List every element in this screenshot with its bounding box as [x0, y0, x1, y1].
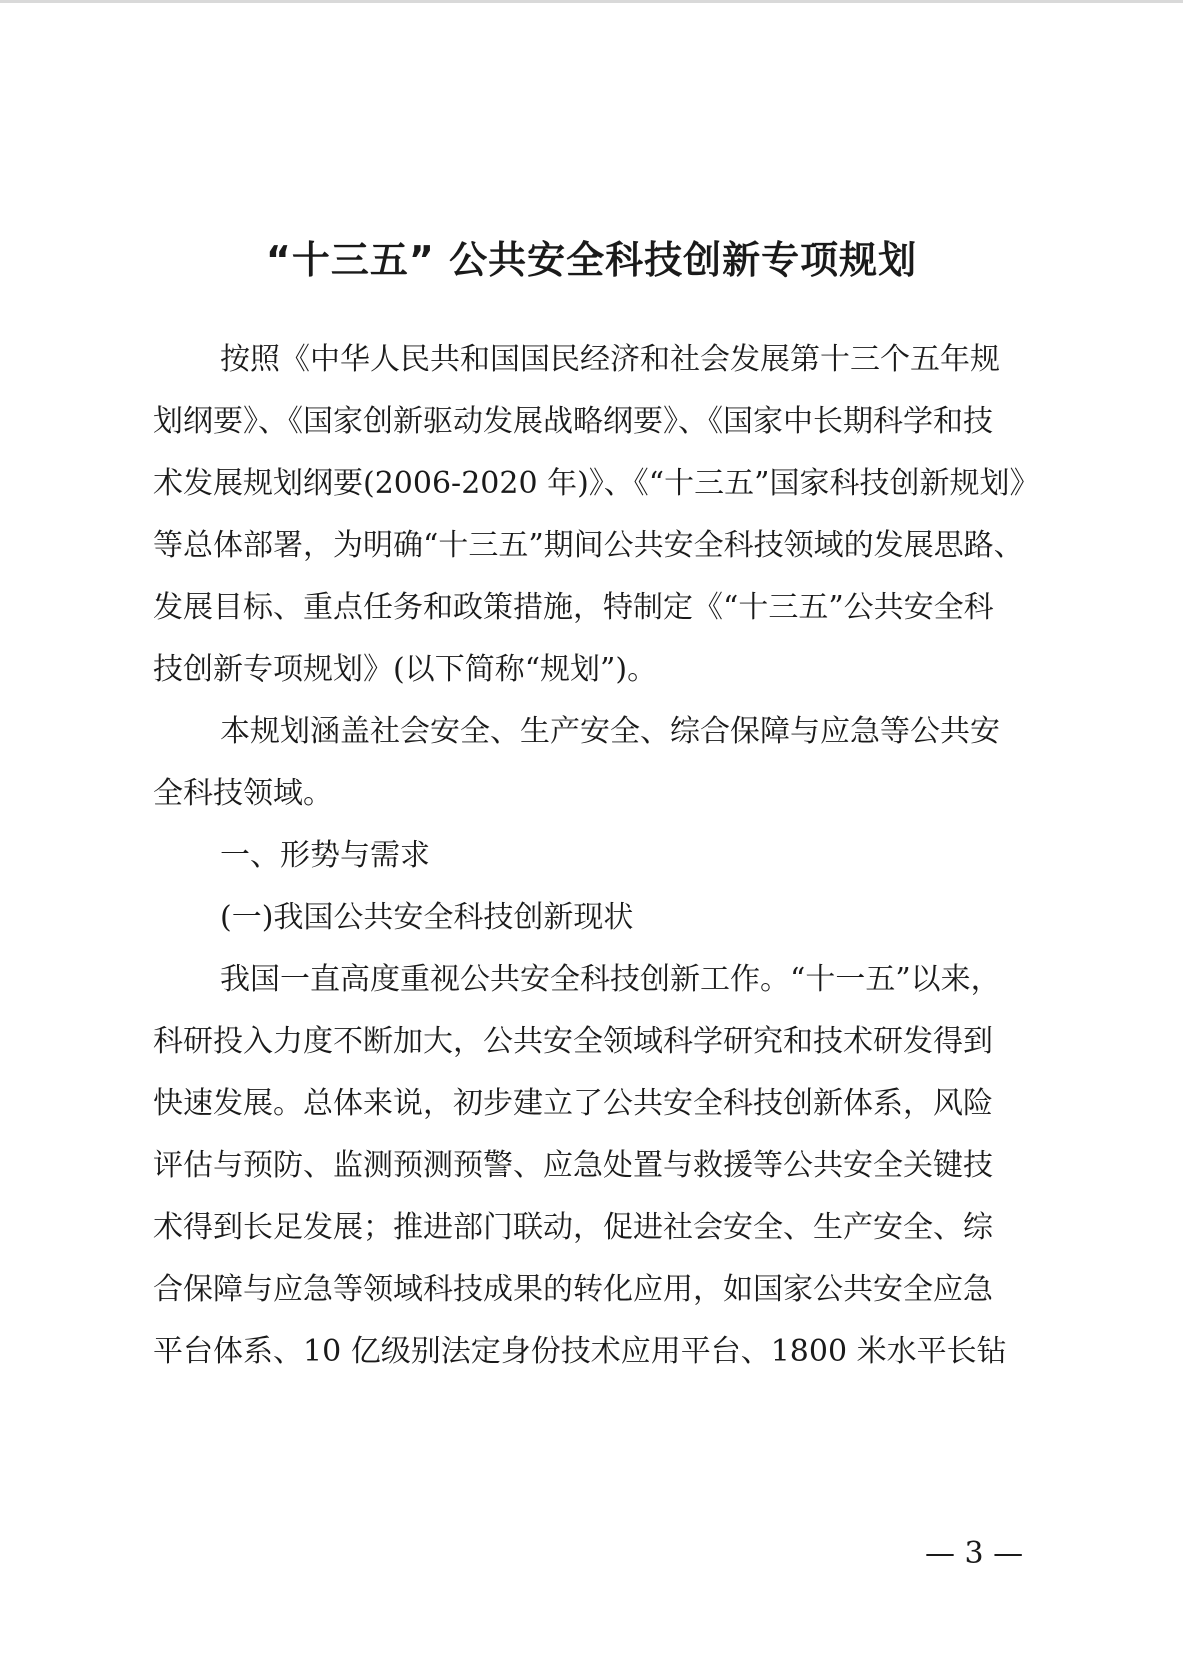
section-heading: 一、形势与需求 [220, 838, 430, 873]
paragraph-line: 术得到长足发展；推进部门联动，促进社会安全、生产安全、综 [153, 1210, 993, 1245]
paragraph-line: 发展目标、重点任务和政策措施，特制定《“十三五”公共安全科 [153, 590, 994, 625]
paragraph-line: 平台体系、10 亿级别法定身份技术应用平台、1800 米水平长钻 [153, 1334, 1007, 1369]
paragraph-line: 等总体部署，为明确“十三五”期间公共安全科技领域的发展思路、 [153, 528, 1024, 563]
page-number: — 3 — [925, 1536, 1024, 1571]
page-title: “十三五” 公共安全科技创新专项规划 [265, 238, 918, 282]
paragraph-line: 本规划涵盖社会安全、生产安全、综合保障与应急等公共安 [220, 714, 1000, 749]
subsection-heading: (一)我国公共安全科技创新现状 [220, 900, 634, 935]
paragraph-line: 划纲要》、《国家创新驱动发展战略纲要》、《国家中长期科学和技 [153, 404, 993, 439]
paragraph-line: 合保障与应急等领域科技成果的转化应用，如国家公共安全应急 [153, 1272, 993, 1307]
paragraph-line: 我国一直高度重视公共安全科技创新工作。“十一五”以来， [220, 962, 1001, 997]
paragraph-line: 快速发展。总体来说，初步建立了公共安全科技创新体系，风险 [153, 1086, 993, 1121]
paragraph-line: 评估与预防、监测预测预警、应急处置与救援等公共安全关键技 [153, 1148, 993, 1183]
page-top-edge [0, 0, 1183, 3]
paragraph-line: 技创新专项规划》(以下简称“规划”)。 [153, 652, 658, 687]
paragraph-line: 科研投入力度不断加大，公共安全领域科学研究和技术研发得到 [153, 1024, 993, 1059]
paragraph-line: 术发展规划纲要(2006-2020 年)》、《“十三五”国家科技创新规划》 [153, 466, 1040, 501]
paragraph-line: 按照《中华人民共和国国民经济和社会发展第十三个五年规 [220, 342, 1000, 377]
paragraph-line: 全科技领域。 [153, 776, 333, 811]
